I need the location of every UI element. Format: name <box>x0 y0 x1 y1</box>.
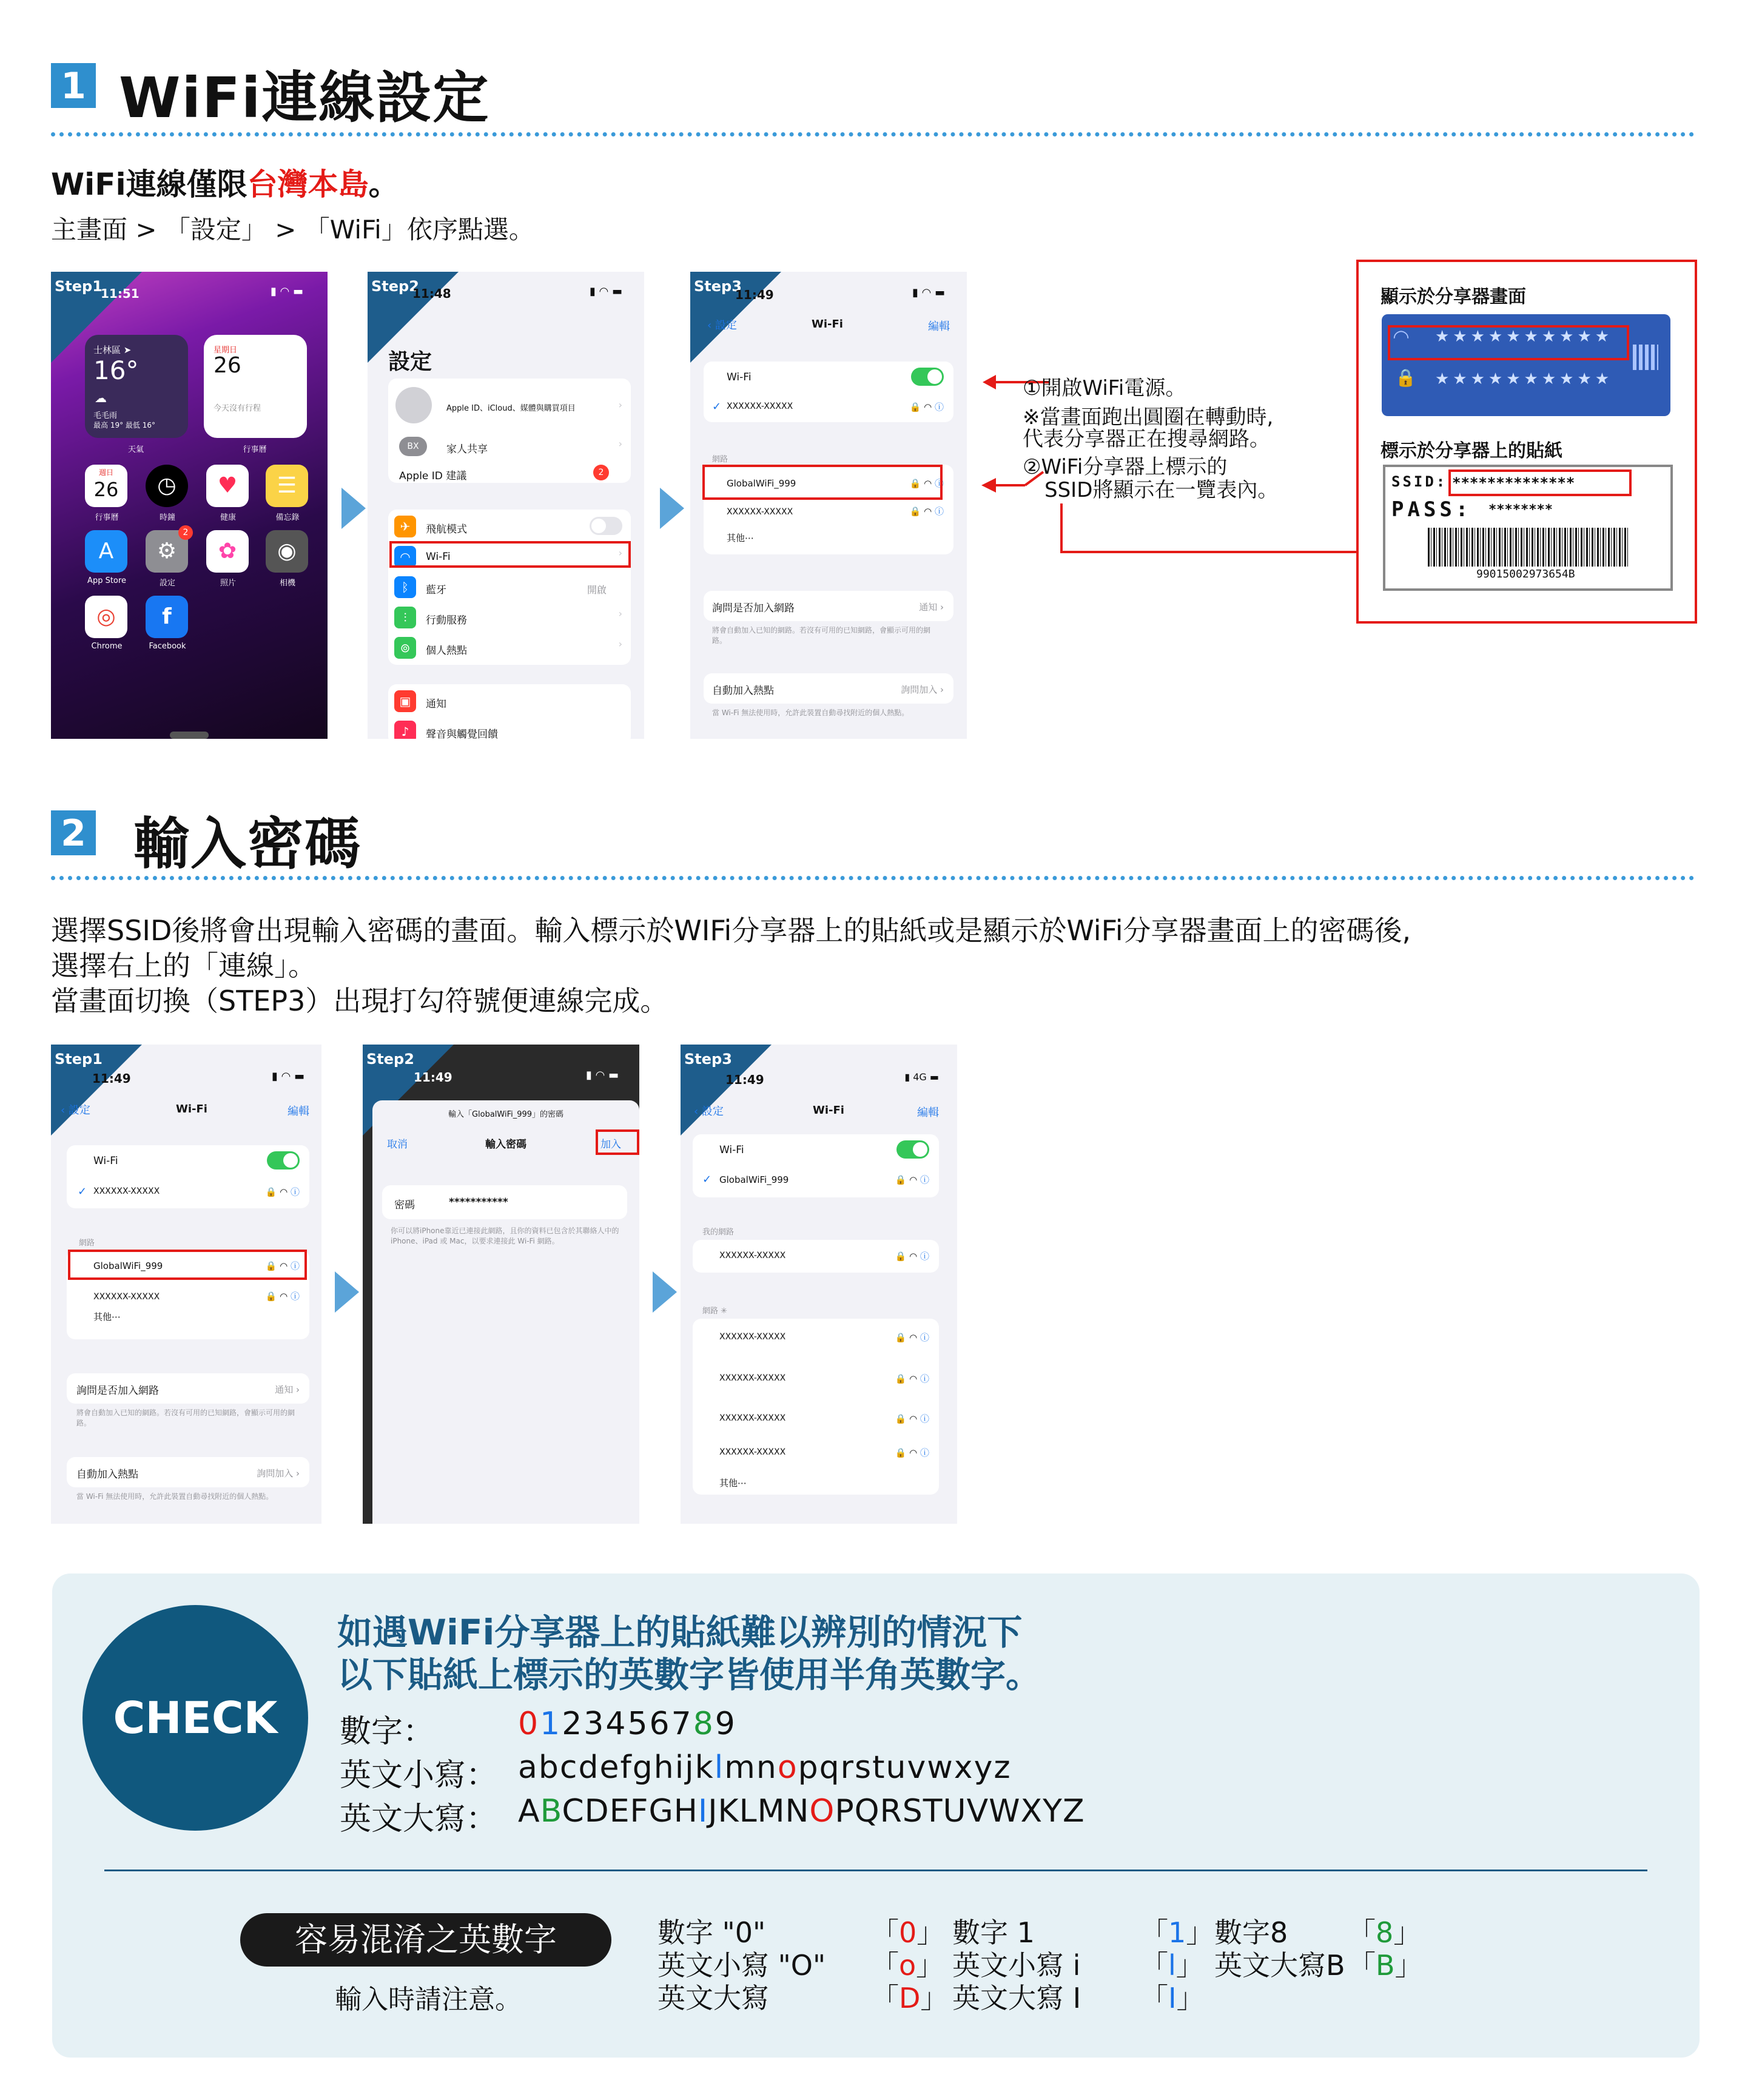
airplane-icon: ✈ <box>394 516 416 537</box>
back-label: 設定 <box>701 1105 724 1118</box>
s1-step1-screenshot <box>51 272 328 739</box>
step-label: Step2 <box>366 1051 414 1068</box>
password-desc: 你可以將iPhone靠近已連接此網路，且你的資料已包含於其聯絡人中的 iPhone、iPad 或 Mac，以要求連接此 Wi-Fi 網路。 <box>391 1227 619 1245</box>
auto-hotspot-card <box>704 673 953 704</box>
conf-char: 8 <box>1376 1916 1394 1949</box>
network-row[interactable]: XXXXXX-XXXXX <box>719 1251 786 1260</box>
pass-label: PASS: <box>1391 497 1472 522</box>
app-cal-day: 週日 <box>98 468 113 477</box>
ask-join-row[interactable]: 詢問是否加入網路 <box>76 1385 159 1397</box>
bluetooth-value: 開啟 <box>587 584 607 596</box>
check-divider <box>104 1869 1647 1871</box>
auto-hotspot-row[interactable]: 自動加入熱點 <box>712 685 774 697</box>
back-label: 設定 <box>715 319 737 332</box>
conf-col2-r1: 數字 1 <box>952 1916 1035 1949</box>
dock-handle <box>170 732 209 739</box>
ssid-highlight-box <box>702 465 943 500</box>
uppercase-label: 英文大寫： <box>340 1801 498 1837</box>
health-app-icon[interactable]: ♥ <box>206 465 249 507</box>
annotation-text-2: ※當畫面跑出圓圈在轉動時, <box>1023 405 1274 429</box>
carrier-label: 4G <box>913 1071 927 1083</box>
apple-id-suggest-row[interactable]: Apple ID 建議 <box>399 470 467 482</box>
section1-subtitle <box>51 160 399 204</box>
section2-title: 輸入密碼 <box>133 812 362 877</box>
calendar-num: 26 <box>214 353 241 378</box>
weather-cloud-icon: ☁ <box>95 391 107 405</box>
section1-divider <box>51 132 1695 136</box>
network-status-icons: 🔒 ◠ ⓘ <box>895 1332 929 1343</box>
cancel-button[interactable]: 取消 <box>387 1139 408 1151</box>
screen-pass: ★★★★★★★★★★ <box>1435 370 1613 388</box>
network-status-icons: 🔒 ◠ ⓘ <box>909 478 944 489</box>
lowercase-label: 英文小寫： <box>340 1757 498 1794</box>
network-row[interactable]: GlobalWiFi_999 <box>727 478 796 489</box>
facebook-app-icon[interactable]: f <box>146 596 188 638</box>
status-time: 11:49 <box>92 1071 131 1086</box>
connected-network[interactable]: XXXXXX-XXXXX <box>727 402 793 411</box>
conf-char: I <box>1168 1982 1177 2014</box>
section2-text-1: 選擇SSID後將會出現輸入密碼的畫面。輸入標示於WIFi分享器上的貼紙或是顯示於WiFi分享器畫面上的密碼後, <box>51 914 1411 947</box>
annotation-text-1: ①開啟WiFi電源。 <box>1023 376 1186 400</box>
step-arrow <box>653 1271 677 1313</box>
settings-badge: 2 <box>178 525 193 540</box>
step-label: Step3 <box>694 278 742 295</box>
lowercase-sample <box>518 1749 1012 1786</box>
ask-join-value: 通知 › <box>919 602 944 613</box>
network-status-icons: 🔒 ◠ ⓘ <box>895 1251 929 1262</box>
conf-col2-r2: 英文小寫 i <box>952 1949 1081 1982</box>
weather-temp: 16° <box>93 355 139 385</box>
app-label: Chrome <box>91 642 123 651</box>
confusable-pill: 容易混淆之英數字 <box>240 1913 611 1967</box>
step-arrow <box>660 488 684 529</box>
calendar-note: 今天沒有行程 <box>214 404 261 413</box>
sample-segment: O <box>809 1793 835 1829</box>
conf-char: l <box>1168 1949 1176 1982</box>
chevron-right-icon: › <box>618 399 622 411</box>
s1-step3-screenshot <box>690 272 967 739</box>
ask-join-row[interactable]: 詢問是否加入網路 <box>712 602 795 614</box>
section1-number-badge: 1 <box>51 63 96 108</box>
app-label: 備忘錄 <box>275 513 300 522</box>
weather-desc: 毛毛雨 <box>93 411 118 420</box>
network-status-icons: 🔒 ◠ ⓘ <box>265 1291 300 1302</box>
conf-char: o <box>899 1949 916 1982</box>
ask-join-card <box>67 1373 309 1404</box>
status-time: 11:49 <box>414 1070 452 1085</box>
status-icons: ▮ 4G ▬ <box>904 1071 939 1083</box>
checkmark-icon: ✓ <box>712 400 722 413</box>
chevron-right-icon: › <box>618 608 622 619</box>
conf-q2-r1: 「1」 <box>1140 1916 1214 1949</box>
wifi-label: Wi-Fi <box>719 1144 744 1156</box>
status-icons: ▮ ◠ ▬ <box>589 285 622 298</box>
wifi-icon: ◠ <box>394 546 416 568</box>
conf-q2-r3: 「I」 <box>1140 1982 1205 2014</box>
annotation-text-3: 代表分享器正在搜尋網路。 <box>1023 427 1270 451</box>
status-time: 11:49 <box>725 1072 764 1087</box>
screen-ssid: ★★★★★★★★★★ <box>1435 328 1613 346</box>
conf-col3-r1: 數字8 <box>1214 1916 1288 1949</box>
clock-app-icon[interactable]: ◷ <box>146 465 188 507</box>
apple-id-card <box>388 379 631 483</box>
hotspot-row[interactable]: 個人熱點 <box>426 645 467 657</box>
section1-title: WiFi連線設定 <box>119 66 490 130</box>
other-network-row[interactable]: 其他⋯ <box>93 1311 121 1322</box>
pass-value: ******** <box>1488 502 1553 517</box>
network-status-icons: 🔒 ◠ ⓘ <box>265 1186 300 1197</box>
password-sheet <box>372 1100 639 1524</box>
password-input[interactable]: *********** <box>449 1196 508 1208</box>
conf-q2-r2: 「l」 <box>1140 1949 1204 1982</box>
network-row[interactable]: XXXXXX-XXXXX <box>719 1373 786 1383</box>
router-info-box <box>1356 260 1697 624</box>
networks-header: 網路 <box>712 455 728 464</box>
auto-hotspot-value: 詢問加入 › <box>901 684 944 695</box>
status-time: 11:49 <box>735 288 774 302</box>
my-networks-header: 我的網路 <box>702 1228 735 1237</box>
sample-segment: PQRSTUVWXYZ <box>835 1793 1085 1829</box>
section1-instruction: 主畫面 > 「設定」 > 「WiFi」依序點選。 <box>51 215 534 244</box>
app-label: App Store <box>87 576 126 585</box>
conf-q1-r2: 「o」 <box>871 1949 944 1982</box>
wifi-icon: ◠ <box>1393 325 1410 348</box>
s2-step2-screenshot <box>363 1045 639 1524</box>
checkmark-icon: ✓ <box>78 1185 87 1198</box>
photos-app-icon[interactable]: ✿ <box>206 530 249 573</box>
digits-sample <box>518 1706 737 1742</box>
sample-segment: 0 <box>518 1706 540 1742</box>
avatar[interactable] <box>395 387 432 423</box>
sample-segment: 234567 <box>562 1706 693 1742</box>
conf-char: 0 <box>899 1916 917 1949</box>
cellular-row[interactable]: 行動服務 <box>426 614 467 627</box>
sample-segment: 1 <box>540 1706 562 1742</box>
back-button[interactable]: ‹ 設定 <box>707 319 737 332</box>
notes-app-icon[interactable]: ☰ <box>266 465 308 507</box>
sample-segment: JKLMN <box>708 1793 810 1829</box>
check-title-1: 如遇WiFi分享器上的貼紙難以辨別的情況下 <box>337 1612 1023 1653</box>
app-label: 健康 <box>220 513 236 522</box>
annotation-text-5: SSID將顯示在一覽表內。 <box>1044 478 1279 502</box>
ssid-label: SSID: <box>1391 473 1448 490</box>
step-label: Step2 <box>371 278 419 295</box>
conf-q3-r1: 「8」 <box>1348 1916 1422 1949</box>
sample-segment: pqrstuvwxyz <box>798 1749 1012 1786</box>
check-badge: CHECK <box>82 1605 308 1831</box>
auto-hotspot-desc: 當 Wi-Fi 無法使用時，允許此裝置自動尋找附近的個人熱點。 <box>712 708 909 717</box>
network-status-icons: 🔒 ◠ ⓘ <box>895 1447 929 1458</box>
auto-hotspot-desc: 當 Wi-Fi 無法使用時，允許此裝置自動尋找附近的個人熱點。 <box>76 1492 274 1501</box>
step-label: Step1 <box>55 1051 103 1068</box>
conf-char: D <box>899 1982 921 2014</box>
app-label: 行事曆 <box>95 513 119 522</box>
notify-card <box>388 684 631 739</box>
app-label: Facebook <box>149 642 186 651</box>
my-networks-card <box>693 1240 939 1273</box>
chevron-right-icon: › <box>618 438 622 449</box>
edit-button[interactable]: 編輯 <box>928 320 950 333</box>
sample-segment: abcdefghijk <box>518 1749 715 1786</box>
conf-q1-r1: 「0」 <box>871 1916 945 1949</box>
networks-label: 網路 <box>702 1307 719 1316</box>
connectivity-card <box>388 510 631 665</box>
nav-title: Wi-Fi <box>176 1103 207 1116</box>
sticker-ssid-highlight <box>1448 469 1632 496</box>
ssid-highlight-box <box>68 1250 307 1280</box>
sample-segment: 8 <box>693 1706 715 1742</box>
networks-header <box>702 1304 727 1316</box>
connected-network[interactable]: GlobalWiFi_999 <box>719 1174 789 1185</box>
sample-segment: l <box>714 1749 725 1786</box>
hotspot-icon: ⊚ <box>394 637 416 659</box>
sample-segment: B <box>540 1793 562 1829</box>
wifi-label: Wi-Fi <box>93 1155 118 1167</box>
network-status-icons: 🔒 ◠ ⓘ <box>265 1260 300 1271</box>
family-sharing-row[interactable]: 家人共享 <box>446 443 488 456</box>
calendar-day: 星期日 <box>214 346 238 355</box>
status-icons: ▮ ◠ ▬ <box>912 286 945 299</box>
conf-char: B <box>1376 1949 1395 1982</box>
connected-network[interactable]: XXXXXX-XXXXX <box>93 1186 160 1196</box>
conf-col3-r2: 英文大寫B <box>1214 1949 1345 1982</box>
app-label: 設定 <box>159 579 175 588</box>
uppercase-sample <box>518 1793 1085 1829</box>
weather-widget <box>85 335 188 438</box>
suggest-badge: 2 <box>593 465 609 480</box>
weather-label: 天氣 <box>127 445 144 454</box>
chevron-right-icon: › <box>618 547 622 559</box>
settings-app-icon[interactable]: ⚙ 2 <box>146 530 188 573</box>
wifi-toggle-card <box>693 1134 939 1197</box>
loading-spinner-icon: ✳ <box>721 1307 728 1316</box>
confusable-note: 輸入時請注意。 <box>335 1984 522 2015</box>
section2-divider <box>51 876 1695 880</box>
sound-row[interactable]: 聲音與觸覺回饋 <box>426 729 498 739</box>
bluetooth-icon: ᛒ <box>394 576 416 598</box>
calendar-widget[interactable] <box>204 335 307 438</box>
network-row[interactable]: XXXXXX-XXXXX <box>719 1332 786 1342</box>
networks-card <box>693 1319 939 1495</box>
other-network-row[interactable]: 其他⋯ <box>719 1478 747 1489</box>
status-icons: ▮ ◠ ▬ <box>270 285 303 298</box>
sound-icon: ♪ <box>394 721 416 739</box>
lock-icon: 🔒 <box>1395 368 1416 388</box>
notification-icon: ▣ <box>394 690 416 712</box>
other-network-row[interactable]: 其他⋯ <box>727 533 755 544</box>
barcode <box>1428 528 1628 567</box>
conf-col2-r3: 英文大寫 I <box>952 1982 1081 2014</box>
step-arrow <box>335 1271 359 1313</box>
sample-segment: mn <box>724 1749 778 1786</box>
nav-title: Wi-Fi <box>812 318 843 331</box>
app-store-icon[interactable]: A <box>85 530 127 573</box>
s1-step2-screenshot <box>368 272 644 739</box>
back-button[interactable]: ‹ 設定 <box>61 1104 90 1117</box>
sample-segment: A <box>518 1793 540 1829</box>
auto-hotspot-value-text: 詢問加入 <box>257 1468 294 1479</box>
conf-q3-r2: 「B」 <box>1348 1949 1423 1982</box>
checkmark-icon: ✓ <box>702 1173 712 1186</box>
sheet-title: 輸入密碼 <box>485 1139 526 1151</box>
conf-col1-r1: 數字 "0" <box>657 1916 766 1949</box>
network-row[interactable]: GlobalWiFi_999 <box>93 1260 163 1271</box>
network-row[interactable]: XXXXXX-XXXXX <box>727 507 793 517</box>
conf-q1-r3: 「D」 <box>871 1982 949 2014</box>
wifi-toggle[interactable] <box>896 1140 929 1159</box>
wifi-toggle[interactable] <box>911 368 944 386</box>
airplane-mode-row[interactable]: 飛航模式 <box>426 523 467 536</box>
wifi-label: Wi-Fi <box>727 371 752 383</box>
back-label: 設定 <box>68 1104 90 1117</box>
wifi-highlight-box <box>389 541 631 568</box>
sticker-label: 標示於分享器上的貼紙 <box>1380 440 1562 462</box>
network-status-icons: 🔒 ◠ ⓘ <box>909 506 944 517</box>
wifi-row[interactable]: Wi-Fi <box>426 551 451 563</box>
weather-range: 最高 19° 最低 16° <box>93 421 155 429</box>
conf-char: 1 <box>1168 1916 1186 1949</box>
password-label: 密碼 <box>394 1199 415 1211</box>
apple-id-row[interactable]: Apple ID、iCloud、媒體與購買項目 <box>446 404 576 413</box>
calendar-app-icon[interactable] <box>85 465 127 507</box>
step-label: Step1 <box>55 278 103 295</box>
networks-header: 網路 <box>79 1239 95 1248</box>
notifications-row[interactable]: 通知 <box>426 698 446 710</box>
conf-col1-r2: 英文小寫 "O" <box>657 1949 826 1982</box>
subtitle-highlight: 台灣本島 <box>247 167 369 202</box>
subtitle-suffix: 。 <box>368 167 399 202</box>
status-time: 11:48 <box>412 286 451 301</box>
ask-join-value-text: 通知 <box>919 602 938 613</box>
screen-label: 顯示於分享器畫面 <box>1380 286 1526 308</box>
section2-text-2: 選擇右上的「連線」。 <box>51 949 316 982</box>
ask-join-value-text: 通知 <box>275 1384 294 1395</box>
app-label: 相機 <box>279 579 295 588</box>
ask-join-value: 通知 › <box>275 1384 300 1395</box>
nav-title: Wi-Fi <box>813 1104 844 1117</box>
wifi-toggle[interactable] <box>267 1151 300 1169</box>
join-button[interactable]: 加入 <box>600 1139 621 1151</box>
check-title-2: 以下貼紙上標示的英數字皆使用半角英數字。 <box>337 1654 1041 1695</box>
weather-city: 士林區 ➤ <box>93 345 132 355</box>
settings-title: 設定 <box>388 349 432 374</box>
sample-segment: I <box>698 1793 708 1829</box>
annotation-text-4: ②WiFi分享器上標示的 <box>1023 455 1228 479</box>
calendar-label: 行事曆 <box>243 445 267 454</box>
qr-code-icon <box>1633 345 1658 370</box>
status-icons: ▮ ◠ ▬ <box>271 1070 304 1083</box>
app-cal-num: 26 <box>93 478 119 501</box>
sample-segment: 9 <box>715 1706 737 1742</box>
ask-join-desc: 將會自動加入已知的網路。若沒有可用的已知網路，會顯示可用的網路。 <box>76 1408 295 1427</box>
status-time: 11:51 <box>101 286 140 301</box>
network-row[interactable]: XXXXXX-XXXXX <box>93 1292 160 1302</box>
network-status-icons: 🔒 ◠ ⓘ <box>895 1373 929 1384</box>
check-panel <box>52 1573 1700 2058</box>
app-label: 照片 <box>220 579 236 588</box>
chrome-app-icon[interactable]: ◎ <box>85 596 127 638</box>
screen-ssid-highlight <box>1388 325 1629 360</box>
network-status-icons: 🔒 ◠ ⓘ <box>895 1174 929 1185</box>
join-highlight-box <box>596 1129 639 1155</box>
auto-hotspot-value-text: 詢問加入 <box>901 684 938 695</box>
auto-hotspot-value: 詢問加入 › <box>257 1468 300 1479</box>
network-row[interactable]: XXXXXX-XXXXX <box>719 1447 786 1457</box>
network-row[interactable]: XXXXXX-XXXXX <box>719 1413 786 1423</box>
back-button[interactable]: ‹ 設定 <box>694 1105 724 1118</box>
status-icons: ▮ ◠ ▬ <box>585 1069 619 1082</box>
password-card <box>382 1185 627 1219</box>
ask-join-card <box>704 591 953 621</box>
edit-button[interactable]: 編輯 <box>917 1106 939 1119</box>
network-status-icons: 🔒 ◠ ⓘ <box>895 1413 929 1424</box>
network-status-icons: 🔒 ◠ ⓘ <box>909 402 944 412</box>
barcode-number: 99015002973654B <box>1476 568 1575 581</box>
step-label: Step3 <box>684 1051 732 1068</box>
camera-app-icon[interactable]: ◉ <box>266 530 308 573</box>
family-badge: BX <box>399 437 427 456</box>
chevron-right-icon: › <box>618 638 622 650</box>
conf-col1-r3: 英文大寫 <box>657 1982 769 2014</box>
s2-step1-screenshot <box>51 1045 321 1524</box>
section2-number-badge: 2 <box>51 810 96 855</box>
step-arrow <box>341 488 366 529</box>
subtitle-prefix: WiFi連線僅限 <box>51 167 247 202</box>
sample-segment: CDEFGH <box>562 1793 698 1829</box>
s2-step3-screenshot <box>681 1045 957 1524</box>
sheet-header: 輸入「GlobalWiFi_999」的密碼 <box>448 1110 564 1119</box>
ssid-value: ************** <box>1452 474 1575 491</box>
digits-label: 數字： <box>340 1714 435 1750</box>
airplane-toggle[interactable] <box>590 517 622 535</box>
wifi-toggle-card <box>67 1145 309 1208</box>
auto-hotspot-row[interactable]: 自動加入熱點 <box>76 1469 138 1481</box>
edit-button[interactable]: 編輯 <box>288 1105 309 1118</box>
section2-text-3: 當畫面切換（STEP3）出現打勾符號便連線完成。 <box>51 984 668 1017</box>
cellular-icon: ⫶ <box>394 607 416 628</box>
bluetooth-row[interactable]: 藍牙 <box>426 584 446 596</box>
app-label: 時鐘 <box>159 513 175 522</box>
wifi-toggle-card <box>704 362 953 422</box>
auto-hotspot-card <box>67 1457 309 1487</box>
sample-segment: o <box>777 1749 798 1786</box>
ask-join-desc: 將會自動加入已知的網路。若沒有可用的已知網路，會顯示可用的網路。 <box>712 626 931 645</box>
